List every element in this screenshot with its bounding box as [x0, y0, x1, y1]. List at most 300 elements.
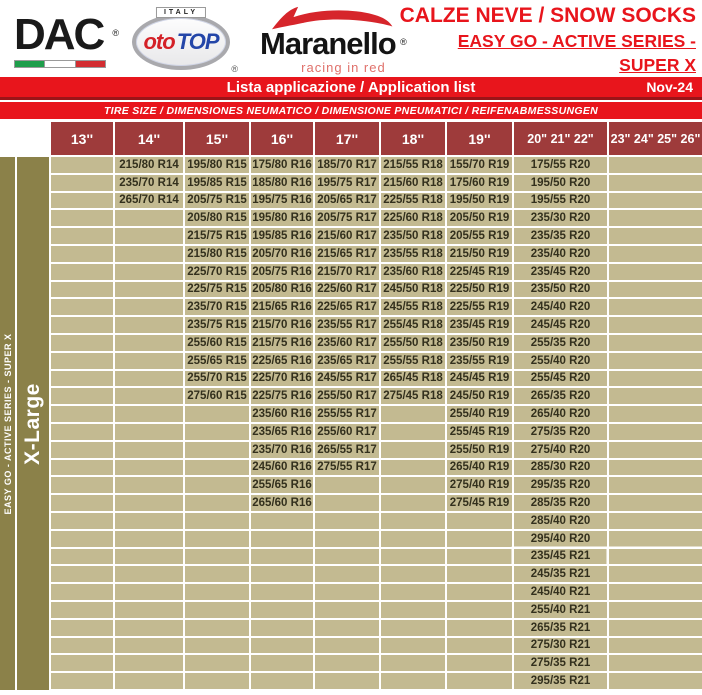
tire-size-cell[interactable]: 245/40 R21 — [514, 584, 607, 600]
tire-size-cell[interactable]: 295/35 R20 — [514, 477, 607, 493]
tire-size-cell[interactable]: 225/75 R16 — [252, 390, 312, 403]
empty-cell — [609, 638, 702, 654]
tire-size-cell[interactable]: 215/60 R18 — [381, 175, 445, 191]
column-header-14: 14'' — [115, 122, 183, 155]
tire-size-cell[interactable]: 275/45 R19 — [447, 495, 512, 511]
table-row — [51, 406, 702, 422]
tire-size-cell[interactable]: 255/40 R19 — [447, 406, 512, 422]
tire-size-cell[interactable]: 255/55 R18 — [381, 353, 445, 369]
tire-size-cell[interactable]: 255/50 R19 — [447, 442, 512, 458]
empty-cell — [115, 424, 183, 440]
dac-logo — [14, 10, 117, 68]
tire-size-cell[interactable]: 255/55 R17 — [315, 406, 379, 422]
empty-cell — [609, 371, 702, 387]
table-row — [51, 495, 702, 511]
registered-mark-icon: ® — [400, 36, 406, 47]
empty-cell — [185, 602, 249, 618]
empty-cell — [609, 388, 702, 404]
tire-size-cell[interactable]: 285/35 R20 — [514, 495, 607, 511]
tire-size-cell[interactable]: 275/35 R20 — [514, 424, 607, 440]
empty-cell — [381, 673, 445, 689]
empty-cell — [251, 620, 313, 636]
tire-size-cell[interactable]: 195/75 R17 — [315, 175, 379, 191]
table-row — [51, 335, 702, 351]
empty-cell — [609, 673, 702, 689]
empty-cell — [609, 193, 702, 209]
application-table — [0, 157, 702, 690]
empty-cell — [51, 566, 113, 582]
tire-size-cell[interactable]: 235/50 R19 — [447, 335, 512, 351]
empty-cell — [609, 477, 702, 493]
empty-cell — [609, 442, 702, 458]
tire-size-cell[interactable]: 175/60 R19 — [447, 175, 512, 191]
tire-size-cell[interactable]: 235/75 R15 — [185, 317, 249, 333]
series-title: EASY GO - ACTIVE SERIES - SUPER X — [457, 30, 696, 75]
column-header-20-21-22: 20" 21" 22" — [514, 122, 607, 155]
tire-size-cell[interactable]: 235/40 R20 — [514, 246, 607, 262]
tire-size-cell[interactable]: 215/80 R15 — [185, 246, 249, 262]
tire-size-cell[interactable]: 195/75 R16 — [252, 194, 312, 207]
empty-cell — [609, 584, 702, 600]
tire-size-cell[interactable]: 195/85 R15 — [185, 175, 249, 191]
empty-cell — [51, 531, 113, 547]
tire-size-cell[interactable]: 255/35 R20 — [514, 335, 607, 351]
registered-mark-icon: ® — [112, 28, 117, 38]
tire-size-cell[interactable]: 215/55 R18 — [381, 157, 445, 173]
product-title: CALZE NEVE / SNOW SOCKS — [399, 3, 696, 27]
tire-size-cell[interactable]: 205/65 R17 — [315, 193, 379, 209]
column-header-19: 19'' — [447, 122, 512, 155]
empty-cell — [51, 620, 113, 636]
empty-cell — [447, 638, 512, 654]
empty-cell — [185, 406, 249, 422]
tire-size-cell[interactable]: 225/45 R19 — [447, 264, 512, 280]
tire-size-cell[interactable]: 225/65 R16 — [252, 354, 312, 367]
italian-flag-icon — [14, 60, 106, 68]
tire-size-cell[interactable]: 275/60 R15 — [185, 388, 249, 404]
empty-cell — [381, 584, 445, 600]
table-row — [51, 549, 702, 565]
empty-cell — [115, 602, 183, 618]
empty-cell — [315, 566, 379, 582]
tire-size-cell[interactable]: 195/85 R16 — [252, 230, 312, 243]
tire-size-cell[interactable]: 225/55 R18 — [381, 193, 445, 209]
empty-cell — [115, 353, 183, 369]
empty-cell — [115, 513, 183, 529]
tire-size-cell[interactable]: 255/45 R19 — [447, 424, 512, 440]
empty-cell — [315, 584, 379, 600]
empty-cell — [381, 495, 445, 511]
empty-cell — [51, 673, 113, 689]
empty-cell — [447, 549, 512, 565]
empty-cell — [251, 549, 313, 565]
tire-size-cell[interactable]: 255/70 R15 — [185, 371, 249, 387]
tire-size-cell[interactable]: 235/45 R20 — [514, 264, 607, 280]
tire-size-cell[interactable]: 245/60 R16 — [252, 461, 312, 474]
tire-size-cell[interactable]: 245/40 R20 — [514, 299, 607, 315]
tire-size-cell[interactable]: 285/30 R20 — [514, 460, 607, 476]
tire-size-cell[interactable]: 245/35 R21 — [514, 566, 607, 582]
empty-cell — [185, 442, 249, 458]
tire-size-cell[interactable]: 275/45 R18 — [381, 388, 445, 404]
empty-cell — [381, 655, 445, 671]
ototop-top-text: TOP — [176, 28, 219, 54]
tire-size-cell[interactable]: 265/40 R20 — [514, 406, 607, 422]
tire-size-cell[interactable]: 195/55 R20 — [514, 193, 607, 209]
table-row — [51, 460, 702, 476]
tire-size-cell[interactable]: 235/65 R16 — [252, 425, 312, 438]
tire-size-cell[interactable]: 285/40 R20 — [514, 513, 607, 529]
column-header-row — [51, 122, 702, 155]
tire-size-cell[interactable]: 275/40 R19 — [447, 477, 512, 493]
empty-cell — [51, 460, 113, 476]
empty-cell — [51, 193, 113, 209]
empty-cell — [51, 317, 113, 333]
empty-cell — [51, 282, 113, 298]
empty-cell — [51, 388, 113, 404]
table-row — [51, 531, 702, 547]
column-header-18: 18'' — [381, 122, 445, 155]
tire-size-cell[interactable]: 215/75 R15 — [185, 228, 249, 244]
maranello-tagline: racing in red — [301, 59, 386, 75]
tire-size-cell[interactable]: 265/45 R18 — [381, 371, 445, 387]
empty-cell — [251, 673, 313, 689]
tire-size-cell[interactable]: 255/65 R15 — [185, 353, 249, 369]
header-titles — [396, 3, 702, 77]
sidebar-size-label: X-Large — [21, 382, 44, 465]
empty-cell — [609, 566, 702, 582]
tire-size-cell[interactable]: 205/75 R16 — [252, 265, 312, 278]
tire-size-cell[interactable]: 255/40 R21 — [514, 602, 607, 618]
brand-bar — [0, 0, 702, 77]
table-row — [51, 638, 702, 654]
empty-cell — [51, 246, 113, 262]
ototop-oto-text: oto — [143, 28, 175, 54]
table-row — [51, 477, 702, 493]
empty-cell — [609, 282, 702, 298]
table-row — [51, 175, 702, 191]
tire-size-cell[interactable]: 235/60 R17 — [315, 335, 379, 351]
empty-cell — [185, 460, 249, 476]
tire-size-cell[interactable]: 245/45 R19 — [447, 371, 512, 387]
empty-cell — [115, 264, 183, 280]
tire-size-cell[interactable]: 245/50 R18 — [381, 282, 445, 298]
empty-cell — [381, 566, 445, 582]
tire-size-cell[interactable]: 255/60 R15 — [185, 335, 249, 351]
tire-size-cell[interactable]: 215/65 R17 — [315, 246, 379, 262]
tire-size-cell[interactable]: 255/50 R18 — [381, 335, 445, 351]
tire-size-cell[interactable]: 265/40 R19 — [447, 460, 512, 476]
tire-size-cell[interactable]: 235/45 R21 — [514, 549, 607, 565]
tire-size-cell[interactable]: 225/70 R15 — [185, 264, 249, 280]
empty-cell — [51, 175, 113, 191]
tire-size-cell[interactable]: 255/60 R17 — [315, 424, 379, 440]
empty-cell — [115, 335, 183, 351]
tire-size-cell[interactable]: 215/75 R16 — [252, 336, 312, 349]
empty-cell — [51, 406, 113, 422]
empty-cell — [447, 531, 512, 547]
tire-size-cell[interactable]: 235/60 R18 — [381, 264, 445, 280]
table-row — [51, 299, 702, 315]
empty-cell — [51, 655, 113, 671]
tire-size-cell[interactable]: 205/80 R16 — [252, 283, 312, 296]
tire-size-cell[interactable]: 225/65 R17 — [315, 299, 379, 315]
table-row — [51, 264, 702, 280]
empty-cell — [609, 549, 702, 565]
table-row — [51, 620, 702, 636]
empty-cell — [609, 531, 702, 547]
empty-cell — [115, 317, 183, 333]
tire-size-cell[interactable]: 265/35 R20 — [514, 388, 607, 404]
tire-size-cell[interactable]: 215/80 R14 — [115, 157, 183, 173]
tire-size-cell[interactable]: 195/80 R15 — [185, 157, 249, 173]
tire-size-cell[interactable]: 175/80 R16 — [252, 158, 312, 171]
empty-cell — [115, 406, 183, 422]
empty-cell — [51, 371, 113, 387]
empty-cell — [115, 299, 183, 315]
empty-cell — [51, 584, 113, 600]
empty-cell — [115, 620, 183, 636]
sidebar-series-label: EASY GO - ACTIVE SERIES - SUPER X — [2, 332, 13, 515]
column-header-17: 17'' — [315, 122, 379, 155]
empty-cell — [251, 602, 313, 618]
tire-size-cell[interactable]: 175/55 R20 — [514, 157, 607, 173]
tire-size-cell[interactable]: 235/70 R15 — [185, 299, 249, 315]
empty-cell — [609, 264, 702, 280]
table-row — [51, 655, 702, 671]
empty-cell — [315, 531, 379, 547]
empty-cell — [609, 655, 702, 671]
ototop-italy-label: ITALY — [156, 7, 206, 18]
tire-size-cell[interactable]: 275/40 R20 — [514, 442, 607, 458]
table-row — [51, 228, 702, 244]
empty-cell — [51, 602, 113, 618]
tire-size-cell[interactable]: 235/55 R19 — [447, 353, 512, 369]
empty-cell — [115, 566, 183, 582]
tire-size-cell[interactable]: 215/65 R16 — [252, 301, 312, 314]
tire-size-cell[interactable]: 255/65 R16 — [252, 479, 312, 492]
tire-size-cell[interactable]: 255/40 R20 — [514, 353, 607, 369]
empty-cell — [251, 638, 313, 654]
tire-size-cell[interactable]: 215/70 R16 — [252, 319, 312, 332]
empty-cell — [185, 584, 249, 600]
empty-cell — [51, 210, 113, 226]
tire-size-cell[interactable]: 205/75 R17 — [315, 210, 379, 226]
empty-cell — [51, 335, 113, 351]
empty-cell — [51, 442, 113, 458]
empty-cell — [609, 424, 702, 440]
maranello-wordmark: Maranello ® — [260, 25, 406, 61]
sidebar-series-strip — [0, 157, 15, 690]
empty-cell — [381, 460, 445, 476]
tire-size-cell[interactable]: 195/80 R16 — [252, 212, 312, 225]
tire-size-cell[interactable]: 265/35 R21 — [514, 620, 607, 636]
empty-cell — [381, 638, 445, 654]
empty-cell — [115, 655, 183, 671]
empty-cell — [381, 424, 445, 440]
tire-size-cell[interactable]: 225/60 R18 — [381, 210, 445, 226]
empty-cell — [115, 246, 183, 262]
column-header-13: 13'' — [51, 122, 113, 155]
empty-cell — [609, 157, 702, 173]
empty-cell — [115, 460, 183, 476]
empty-cell — [185, 424, 249, 440]
empty-cell — [315, 602, 379, 618]
tire-size-cell[interactable]: 205/55 R19 — [447, 228, 512, 244]
tire-size-cell[interactable]: 235/70 R16 — [252, 443, 312, 456]
tire-size-cell[interactable]: 235/30 R20 — [514, 210, 607, 226]
empty-cell — [185, 620, 249, 636]
tire-size-cell[interactable]: 235/70 R14 — [115, 175, 183, 191]
empty-cell — [447, 673, 512, 689]
table-row — [51, 282, 702, 298]
empty-cell — [315, 549, 379, 565]
tire-size-cell[interactable]: 225/50 R19 — [447, 282, 512, 298]
empty-cell — [51, 228, 113, 244]
empty-cell — [115, 371, 183, 387]
tire-size-cell[interactable]: 155/70 R19 — [447, 157, 512, 173]
empty-cell — [51, 264, 113, 280]
empty-cell — [381, 442, 445, 458]
empty-cell — [315, 638, 379, 654]
tire-size-cell[interactable]: 295/35 R21 — [514, 673, 607, 689]
tire-size-cell[interactable]: 235/45 R19 — [447, 317, 512, 333]
ototop-oval — [132, 14, 230, 70]
empty-cell — [185, 549, 249, 565]
tire-size-cell[interactable]: 215/50 R19 — [447, 246, 512, 262]
tire-size-cell[interactable]: 255/45 R20 — [514, 371, 607, 387]
column-header-15: 15'' — [185, 122, 249, 155]
empty-cell — [51, 424, 113, 440]
tire-size-cell[interactable]: 235/50 R18 — [381, 228, 445, 244]
empty-cell — [609, 513, 702, 529]
tire-size-cell[interactable]: 235/55 R17 — [315, 317, 379, 333]
table-row — [51, 424, 702, 440]
tire-size-cell[interactable]: 205/50 R19 — [447, 210, 512, 226]
empty-cell — [381, 531, 445, 547]
empty-cell — [51, 495, 113, 511]
empty-cell — [315, 477, 379, 493]
table-row — [51, 353, 702, 369]
empty-cell — [251, 513, 313, 529]
tire-size-cell[interactable]: 205/75 R15 — [185, 193, 249, 209]
empty-cell — [609, 246, 702, 262]
empty-cell — [315, 655, 379, 671]
empty-cell — [447, 513, 512, 529]
tire-size-bar — [0, 102, 702, 119]
empty-cell — [115, 584, 183, 600]
table-row — [51, 157, 702, 173]
empty-cell — [51, 549, 113, 565]
empty-cell — [115, 388, 183, 404]
table-row — [51, 388, 702, 404]
empty-cell — [115, 531, 183, 547]
tire-size-cell[interactable]: 235/35 R20 — [514, 228, 607, 244]
empty-cell — [609, 353, 702, 369]
tire-size-cell[interactable]: 185/70 R17 — [315, 157, 379, 173]
table-row — [51, 371, 702, 387]
empty-cell — [315, 673, 379, 689]
tire-size-cell[interactable]: 245/55 R18 — [381, 299, 445, 315]
table-row — [51, 584, 702, 600]
empty-cell — [447, 655, 512, 671]
tire-size-cell[interactable]: 255/50 R17 — [315, 388, 379, 404]
empty-cell — [609, 299, 702, 315]
empty-cell — [609, 620, 702, 636]
empty-cell — [315, 495, 379, 511]
empty-cell — [115, 282, 183, 298]
empty-cell — [185, 655, 249, 671]
empty-cell — [115, 673, 183, 689]
tire-size-cell[interactable]: 295/40 R20 — [514, 531, 607, 547]
column-header-16: 16'' — [251, 122, 313, 155]
empty-cell — [251, 655, 313, 671]
column-header-23-24-25-26: 23" 24" 25" 26" — [609, 122, 702, 155]
table-row — [51, 246, 702, 262]
empty-cell — [447, 602, 512, 618]
empty-cell — [115, 477, 183, 493]
empty-cell — [381, 477, 445, 493]
tire-size-cell[interactable]: 225/70 R16 — [252, 372, 312, 385]
tire-size-cell[interactable]: 275/55 R17 — [315, 460, 379, 476]
tire-size-cell[interactable]: 215/70 R17 — [315, 264, 379, 280]
sidebar-size-strip — [17, 157, 49, 690]
empty-cell — [609, 175, 702, 191]
maranello-logo — [260, 5, 406, 75]
tire-size-cell[interactable]: 255/45 R18 — [381, 317, 445, 333]
tire-size-bar-text: TIRE SIZE / DIMENSIONES NEUMATICO / DIMENSIONE PNEUMATICI / REIFENABMESSUNGEN — [103, 104, 599, 117]
tire-size-cell[interactable]: 265/70 R14 — [115, 193, 183, 209]
tire-size-cell[interactable]: 235/65 R17 — [315, 353, 379, 369]
tire-size-cell[interactable]: 245/45 R20 — [514, 317, 607, 333]
tire-size-cell[interactable]: 235/60 R16 — [252, 408, 312, 421]
tire-size-cell[interactable]: 275/30 R21 — [514, 638, 607, 654]
tire-size-cell[interactable]: 225/60 R17 — [315, 282, 379, 298]
empty-cell — [185, 673, 249, 689]
empty-cell — [115, 210, 183, 226]
empty-cell — [447, 620, 512, 636]
tire-size-cell[interactable]: 205/70 R16 — [252, 247, 312, 260]
application-list-bar — [0, 77, 702, 100]
tire-size-cell[interactable]: 225/75 R15 — [185, 282, 249, 298]
empty-cell — [315, 620, 379, 636]
tire-size-cell[interactable]: 205/80 R15 — [185, 210, 249, 226]
tire-size-cell[interactable]: 265/60 R16 — [252, 497, 312, 510]
tire-size-cell[interactable]: 235/50 R20 — [514, 282, 607, 298]
empty-cell — [251, 531, 313, 547]
tire-size-cell[interactable]: 235/55 R18 — [381, 246, 445, 262]
tire-size-cell[interactable]: 225/55 R19 — [447, 299, 512, 315]
tire-size-cell[interactable]: 195/50 R19 — [447, 193, 512, 209]
empty-cell — [51, 513, 113, 529]
tire-table-body — [51, 157, 702, 690]
tire-size-cell[interactable]: 215/60 R17 — [315, 228, 379, 244]
tire-size-cell[interactable]: 245/55 R17 — [315, 371, 379, 387]
empty-cell — [609, 495, 702, 511]
tire-size-cell[interactable]: 265/55 R17 — [315, 442, 379, 458]
tire-size-cell[interactable]: 245/50 R19 — [447, 388, 512, 404]
tire-size-cell[interactable]: 275/35 R21 — [514, 655, 607, 671]
empty-cell — [51, 477, 113, 493]
tire-size-cell[interactable]: 185/80 R16 — [252, 176, 312, 189]
table-row — [51, 442, 702, 458]
empty-cell — [185, 477, 249, 493]
tire-size-cell[interactable]: 195/50 R20 — [514, 175, 607, 191]
empty-cell — [609, 210, 702, 226]
empty-cell — [315, 513, 379, 529]
table-row — [51, 602, 702, 618]
empty-cell — [51, 299, 113, 315]
